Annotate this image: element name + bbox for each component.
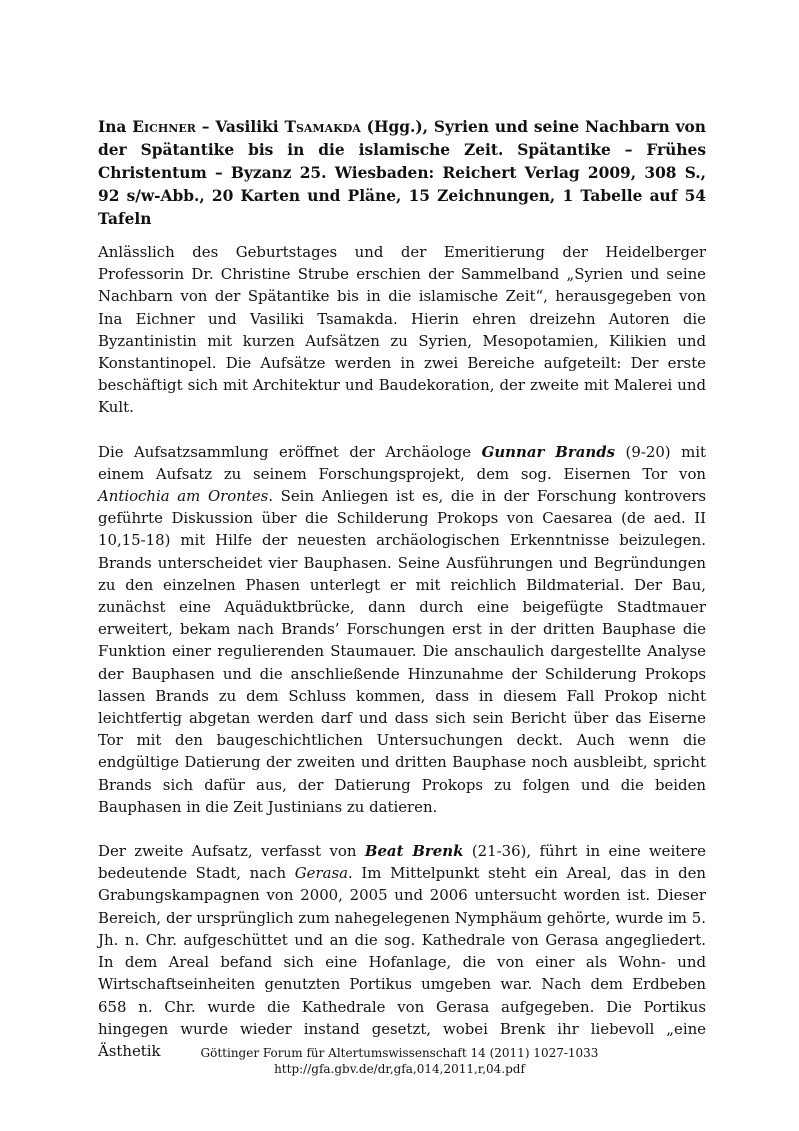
editor2-last-name: Tsamakda — [284, 118, 361, 136]
editor1-first-name: Ina — [98, 118, 133, 136]
p3-text-a: Der zweite Aufsatz, verfasst von — [98, 842, 365, 861]
p3-text-c: . Im Mittelpunkt steht ein Areal, das in den Grabungskampagnen von 2000, 2005 und 2006 untersucht worden ist. Dieser Bereich, der ursprünglich zum nahegelegenen Nymphäum gehörte, wurde im 5. Jh. n. Chr. aufgeschüttet und an die sog. Kathedrale von Gerasa angegliedert. In dem Areal befand sich eine Hofanlage, die von einer als Wohn- und Wirtschaftseinheiten genutzten Portikus umgeben war. Nach dem Erdbeben 658 n. Chr. wurde die Kathedrale von Gerasa aufgegeben. Die Portikus hingegen wurde wieder instand gesetzt, wobei Brenk ihr liebevoll „eine Ästhetik — [98, 864, 707, 1060]
p2-text-b: (9-20) mit einem Aufsatz zu seinem Forschungsprojekt, dem sog. Eisernen Tor von — [98, 442, 707, 483]
heading-dash: – Vasiliki — [195, 118, 285, 136]
place-gerasa: Gerasa — [294, 864, 348, 883]
review-heading — [98, 116, 706, 231]
footer-url: http://gfa.gbv.de/dr,gfa,014,2011,r,04.pdf — [274, 1062, 525, 1076]
heading-title-details: (Hgg.), Syrien und seine Nachbarn von der Spätantike bis in die islamische Zeit. Spätantike – Frühes Christentum – Byzanz 25. Wiesbaden: Reichert Verlag 2009, 308 S., 92 s/w-Abb., 20 Karten und Pläne, 15 Zeichnungen, 1 Tabelle auf 54 Tafeln — [98, 118, 706, 228]
paragraph-brenk — [98, 840, 706, 1062]
footer-citation: Göttinger Forum für Altertumswissenschaft 14 (2011) 1027-1033 — [200, 1046, 599, 1060]
p2-text-c: . Sein Anliegen ist es, die in der Forschung kontrovers geführte Diskussion über die Schilderung Prokops von Caesarea (de aed. II 10,15-18) mit Hilfe der neuesten archäologischen Erkenntnisse beizulegen. Brands unterscheidet vier Bauphasen. Seine Ausführungen und Begründungen zu den einzelnen Phasen unterlegt er mit reichlich Bildmaterial. Der Bau, zunächst eine Aquäduktbrücke, dann durch eine beigefügte Stadtmauer erweitert, bekam nach Brands’ Forschungen erst in der dritten Bauphase die Funktion einer regulierenden Staumauer. Die anschaulich dargestellte Analyse der Bauphasen und die anschließende Hinzunahme der Schilderung Prokops lassen Brands zu dem Schluss kommen, dass in diesem Fall Prokop nicht leichtfertig abgetan werden darf und dass sich sein Bericht über das Eiserne Tor mit den baugeschichtlichen Untersuchungen deckt. Auch wenn die endgültige Datierung der zweiten und dritten Bauphase noch ausbleibt, spricht Brands sich dafür aus, der Datierung Prokops zu folgen und die beiden Bauphasen in die Zeit Justinians zu datieren. — [98, 487, 706, 816]
review-body — [98, 241, 706, 1084]
place-antiochia: Antiochia am Orontes — [98, 487, 269, 506]
p2-text-a: Die Aufsatzsammlung eröffnet der Archäologe — [98, 442, 482, 461]
paragraph-brands — [98, 441, 706, 818]
page-footer — [0, 1045, 799, 1077]
author-name-brands: Gunnar Brands — [481, 442, 616, 461]
editor1-last-name: Eichner — [132, 118, 196, 136]
paragraph-intro: Anlässlich des Geburtstages und der Emeritierung der Heidelberger Professorin Dr. Christine Strube erschien der Sammelband „Syrien und seine Nachbarn von der Spätantike bis in die islamische Zeit“, herausgegeben von Ina Eichner und Vasiliki Tsamakda. Hierin ehren dreizehn Autoren die Byzantinistin mit kurzen Aufsätzen zu Syrien, Mesopotamien, Kilikien und Konstantinopel. Die Aufsätze werden in zwei Bereiche aufgeteilt: Der erste beschäftigt sich mit Architektur und Baudekoration, der zweite mit Malerei und Kult. — [98, 243, 706, 417]
author-name-brenk: Beat Brenk — [364, 842, 464, 861]
p3-text-b: (21-36), führt in eine weitere bedeutende Stadt, nach — [98, 842, 706, 883]
